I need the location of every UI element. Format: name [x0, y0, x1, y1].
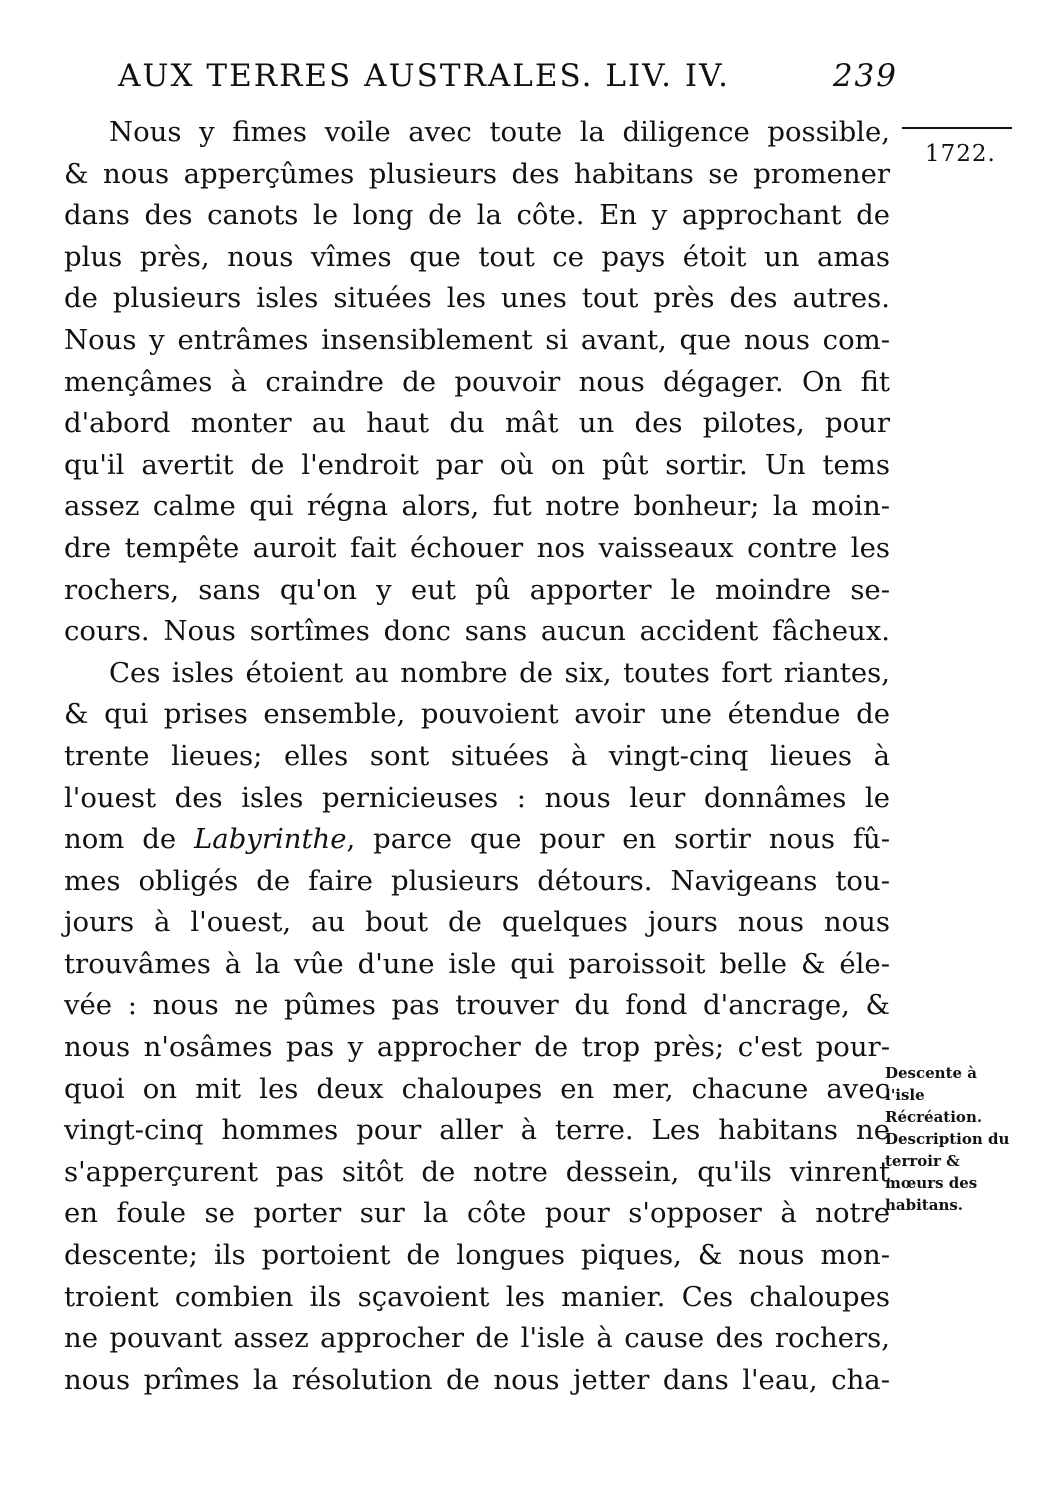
margin-year: 1722.: [925, 141, 996, 167]
text-line: plus près, nous vîmes que tout ce pays étoit un amas: [64, 240, 890, 273]
text-line: Ces isles étoient au nombre de six, toutes fort riantes,: [109, 656, 890, 689]
text-line: rochers, sans qu'on y eut pû apporter le moindre se-: [64, 573, 890, 606]
text-line: vée : nous ne pûmes pas trouver du fond d'ancrage, &: [64, 989, 890, 1022]
text-line: en foule se porter sur la côte pour s'opposer à notre: [64, 1197, 890, 1230]
text-line: & nous apperçûmes plusieurs des habitans se promener: [64, 157, 890, 190]
text-line: mes obligés de faire plusieurs détours. Navigeans tou-: [64, 864, 890, 897]
running-title: AUX TERRES AUSTRALES. LIV. IV.: [118, 58, 730, 94]
text-line: descente; ils portoient de longues piques, & nous mon-: [64, 1239, 890, 1272]
text-line: assez calme qui régna alors, fut notre bonheur; la moin-: [64, 490, 890, 523]
text-line: dans des canots le long de la côte. En y approchant de: [64, 199, 890, 232]
text-fragment: , parce que pour en sortir nous fû-: [346, 823, 891, 856]
text-line: dre tempête auroit fait échouer nos vaisseaux contre les: [64, 531, 890, 564]
text-line: troient combien ils sçavoient les manier. Ces chaloupes: [64, 1280, 890, 1313]
text-line: nous prîmes la résolution de nous jetter dans l'eau, cha-: [64, 1363, 890, 1396]
body-text: [64, 112, 890, 1401]
text-line: cours. Nous sortîmes donc sans aucun accident fâcheux.: [64, 615, 890, 648]
text-line: trente lieues; elles sont situées à vingt-cinq lieues à: [64, 739, 890, 772]
text-line: Nous y entrâmes insensiblement si avant, que nous com-: [64, 323, 890, 356]
margin-note-descente: Descente à l'isle Récréation.: [885, 1064, 983, 1126]
italic-place-name: Labyrinthe: [194, 823, 347, 856]
text-line: jours à l'ouest, au bout de quelques jours nous nous: [64, 906, 890, 939]
text-line: de plusieurs isles situées les unes tout près des autres.: [64, 282, 890, 315]
margin-rule: [902, 127, 1012, 129]
text-line: quoi on mit les deux chaloupes en mer, chacune avec: [64, 1072, 890, 1105]
page-number: 239: [832, 58, 898, 94]
text-line: l'ouest des isles pernicieuses : nous leur donnâmes le: [64, 781, 890, 814]
text-line: mençâmes à craindre de pouvoir nous dégager. On fit: [64, 365, 890, 398]
text-line: & qui prises ensemble, pouvoient avoir une étendue de: [64, 698, 890, 731]
margin-note-description: Description du terroir & mœurs des habitans.: [885, 1130, 1010, 1214]
text-line: ne pouvant assez approcher de l'isle à cause des rochers,: [64, 1322, 890, 1355]
text-line: d'abord monter au haut du mât un des pilotes, pour: [64, 407, 890, 440]
text-line: vingt-cinq hommes pour aller à terre. Les habitans ne: [64, 1114, 890, 1147]
marginal-notes: [885, 1062, 1015, 1216]
text-line: Nous y fimes voile avec toute la diligence possible,: [109, 116, 890, 148]
text-line: trouvâmes à la vûe d'une isle qui paroissoit belle & éle-: [64, 947, 890, 980]
text-fragment: nom de: [64, 823, 177, 856]
text-line: s'apperçurent pas sitôt de notre dessein, qu'ils vinrent: [64, 1155, 890, 1188]
text-line: qu'il avertit de l'endroit par où on pût sortir. Un tems: [64, 448, 890, 481]
text-line-with-italic: [64, 819, 890, 861]
text-line: nous n'osâmes pas y approcher de trop près; c'est pour-: [64, 1031, 890, 1064]
